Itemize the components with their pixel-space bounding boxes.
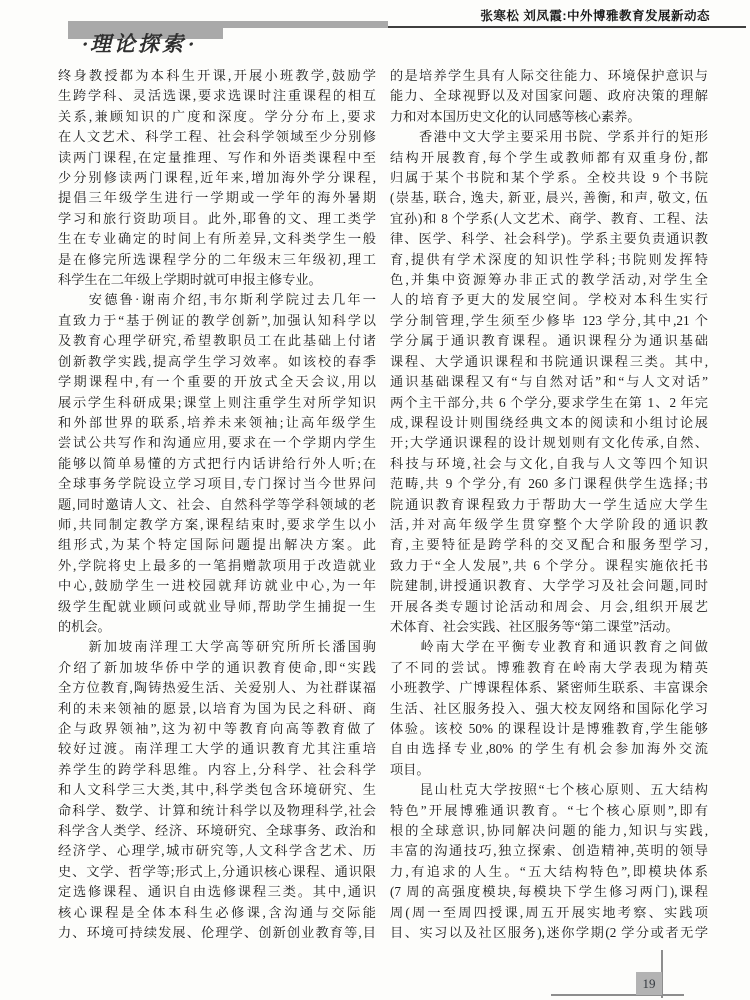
text-line: 生活、社区服务投入、强大校友网络和国际化学习 [390,700,708,716]
text-line: 根的全球意识,协同解决问题的能力,知识与实践, [390,823,708,839]
text-line: 创新教学实践,提高学生学习效率。如该校的春季 [58,353,376,369]
text-line: 了不同的尝试。博雅教育在岭南大学表现为精英 [390,659,708,675]
text-line: 结构开展教育,每个学生或教师都有双重身份,都 [390,149,708,165]
text-line: 生在专业确定的时间上有所差异,文科类学生一般 [58,231,376,247]
text-line: 开;大学通识课程的设计规划则有文化传承,自然、 [390,435,708,451]
text-line: 史、文学、哲学等;形式上,分通识核心课程、通识限 [58,863,376,879]
text-line: 利的未来领袖的愿景,以培育为国为民之科研、商 [58,700,376,716]
text-line: 及教育心理学研究,希望教职员工在此基础上付诸 [58,333,376,349]
left-column [58,66,376,943]
text-line: 范畴,共 9 个学分,有 260 多门课程供学生选择;书 [390,476,708,492]
page-number-box [636,972,662,995]
text-line: 师,共同制定教学方案,课程结束时,要求学生以小 [58,516,376,532]
text-line: 课程、大学通识课程和书院通识课程三类。其中, [390,353,708,369]
text-line: 全球事务学院设立学习项目,专门探讨当今世界问 [58,476,376,492]
text-line: 关系,兼顾知识的广度和深度。学分分布上,要求 [58,108,376,124]
running-title: 张寒松 刘凤霞:中外博雅教育发展新动态 [480,9,710,23]
text-line: 特色”开展博雅通识教育。“七个核心原则”,即有 [390,802,708,818]
text-line: 丰富的沟通技巧,独立探索、创造精神,英明的领导 [390,843,708,859]
text-line: 直致力于“基于例证的教学创新”,加强认知科学以 [58,312,376,328]
text-line: 核心课程是全体本科生必修课,含沟通与交际能 [58,904,376,920]
text-line: 尝试公共写作和沟通应用,要求在一个学期内学生 [58,435,376,451]
text-line: 育,提供有学术深度的知识性学科;书院则发挥特 [390,251,708,267]
text-line: 终身教授都为本科生开课,开展小班教学,鼓励学 [58,68,376,83]
text-line: 色,并集中资源筹办非正式的教学活动,对学生全 [390,272,708,288]
text-line: 展示学生科研成果;课堂上则注重学生对所学知识 [58,394,376,410]
text-line: 学习和旅行资助项目。此外,耶鲁的文、理工类学 [58,210,376,226]
text-line: 和外部世界的联系,培养未来领袖;让高年级学生 [58,414,376,430]
text-line: 昆山杜克大学按照“七个核心原则、五大结构 [390,782,708,798]
text-line: 律、医学、科学、社会科学)。学系主要负责通识教 [390,231,708,247]
text-line: 术体育、社会实践、社区服务等“第二课堂”活动。 [390,618,679,634]
text-line: 养学生的跨学科思维。内容上,分科学、社会科学 [58,761,376,777]
text-line: (7 周的高强度模块,每模块下学生修习两门),课程 [390,884,708,900]
text-line: 全方位教育,陶铸热爱生活、关爱别人、为社群谋福 [58,680,376,696]
text-line: 的是培养学生具有人际交往能力、环境保护意识与 [390,68,708,83]
text-line: 科学含人类学、经济、环境研究、全球事务、政治和 [58,823,376,839]
text-line: 两个主干部分,共 6 个学分,要求学生在第 1、2 年完 [390,394,708,410]
section-banner-title: ·理论探索· [78,32,201,56]
text-line: 周(周一至周四授课,周五开展实地考察、实践项 [390,904,708,920]
text-line: 生跨学科、灵活选课,要求选课时注重课程的相互 [58,88,376,104]
text-line: 能力、全球视野以及对国家问题、政府决策的理解 [390,88,708,104]
text-line: 在人文艺术、科学工程、社会科学领域至少分别修 [58,129,376,145]
text-line: 的机会。 [58,618,111,634]
text-line: 外,学院将史上最多的一笔捐赠款项用于改造就业 [58,557,376,573]
text-line: 力,有追求的人生。“五大结构特色”,即模块体系 [390,863,708,879]
text-line: 安德鲁·谢南介绍,韦尔斯利学院过去几年一 [58,292,376,308]
right-column [390,66,708,943]
text-line: 开展各类专题讨论活动和周会、月会,组织开展艺 [390,598,708,614]
footer-horizontal-rule [551,994,684,996]
text-line: 力和对本国历史文化的认同感等核心素养。 [390,108,641,124]
text-line: 命科学、数学、计算和统计科学以及物理科学,社会 [58,802,376,818]
text-line: 企与政界领袖”,这为初中等教育向高等教育做了 [58,721,376,736]
text-line: 自由选择专业,80% 的学生有机会参加海外交流 [390,741,708,757]
text-line: 岭南大学在平衡专业教育和通识教育之间做 [390,639,708,655]
text-line: 和人文科学三大类,其中,科学类包含环境研究、生 [58,782,376,798]
text-line: (崇基, 联合, 逸夫, 新亚, 晨兴, 善衡, 和声, 敬文, 伍 [390,190,708,206]
text-line: 中心,鼓励学生一进校园就拜访就业中心,为一年 [58,578,376,594]
text-line: 致力于“全人发展”,共 6 个学分。课程实施依托书 [390,557,708,573]
text-line: 组形式,为某个特定国际问题提出解决方案。此 [58,537,376,553]
text-line: 少分别修读两门课程,近年来,增加海外学分课程, [58,170,376,186]
section-banner-bar-thin [223,21,388,28]
text-line: 是在修完所选课程学分的二年级末三年级初,理工 [58,251,376,267]
text-line: 科技与环境,社会与文化,自我与人文等四个知识 [390,455,708,471]
text-line: 提倡三年级学生进行一学期或一学年的海外暑期 [58,190,376,206]
text-line: 香港中文大学主要采用书院、学系并行的矩形 [390,129,708,145]
text-line: 科学生在二年级上学期时就可申报主修专业。 [58,272,322,288]
text-line: 院建制,讲授通识教育、大学学习及社会问题,同时 [390,578,708,594]
text-line: 读两门课程,在定量推理、写作和外语类课程中至 [58,149,376,165]
text-line: 介绍了新加坡华侨中学的通识教育使命,即“实践 [58,659,376,675]
text-line: 新加坡南洋理工大学高等研究所所长潘国驹 [58,639,376,655]
header-rule [388,26,746,29]
text-line: 学分制管理,学生须至少修毕 123 学分,其中,21 个 [390,312,708,328]
text-line: 院通识教育课程致力于帮助大一学生适应大学生 [390,496,708,512]
text-line: 宜孙)和 8 个学系(人文艺术、商学、教育、工程、法 [390,210,708,226]
text-line: 题,同时邀请人文、社会、自然科学等学科领域的老 [58,496,376,512]
text-line: 项目。 [390,761,430,777]
text-line: 学期课程中,有一个重要的开放式全天会议,用以 [58,374,376,390]
page-number: 19 [642,976,656,991]
text-line: 活,并对高年级学生贯穿整个大学阶段的通识教 [390,516,708,532]
text-line: 成,课程设计则围绕经典文本的阅读和小组讨论展 [390,414,708,430]
text-line: 小班教学、广博课程体系、紧密师生联系、丰富课余 [390,680,708,696]
text-line: 较好过渡。南洋理工大学的通识教育尤其注重培 [58,741,376,757]
text-line: 经济学、心理学,城市研究等,人文科学含艺术、历 [58,843,376,859]
text-line: 目、实习以及社区服务),迷你学期(2 学分或者无学 [390,925,708,941]
text-line: 学分属于通识教育课程。通识课程分为通识基础 [390,333,708,349]
text-line: 定选修课程、通识自由选修课程三类。其中,通识 [58,884,376,900]
text-line: 归属于某个书院和某个学系。全校共设 9 个书院 [390,170,708,186]
text-line: 力、环境可持续发展、伦理学、创新创业教育等,目 [58,925,376,941]
text-line: 人的培育予更大的发展空间。学校对本科生实行 [390,292,708,308]
text-line: 通识基础课程又有“与自然对话”和“与人文对话” [390,374,708,390]
text-line: 育,主要特征是跨学科的交叉配合和服务型学习, [390,537,708,553]
text-line: 级学生配就业顾问或就业导师,帮助学生捕捉一生 [58,598,376,614]
text-line: 能够以简单易懂的方式把行内话讲给行外人听;在 [58,455,376,471]
text-line: 体验。该校 50% 的课程设计是博雅教育,学生能够 [390,721,708,736]
